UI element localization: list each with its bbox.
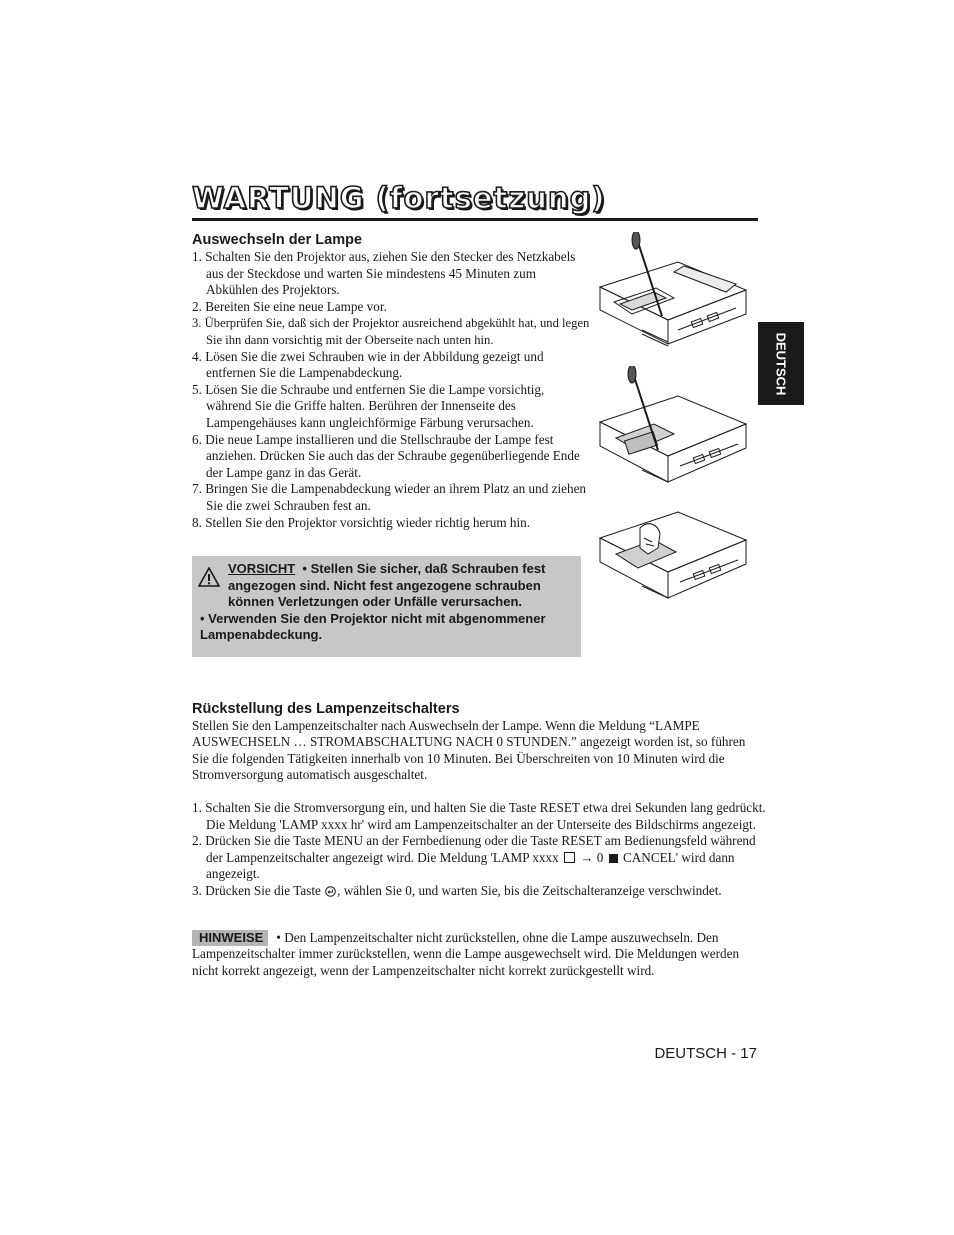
step2-arrow: → 0 (580, 849, 604, 865)
list-item: 3. Überprüfen Sie, daß sich der Projektor ausreichend abgekühlt hat, und legen Sie ihn dann vorsichtig mit der Oberseite nach unten hin. (192, 316, 590, 347)
note-badge: HINWEISE (192, 930, 268, 946)
reset-section-heading: Rückstellung des Lampenzeitschalters (192, 701, 460, 717)
list-item: 8. Stellen Sie den Projektor vorsichtig wieder richtig herum hin. (192, 514, 531, 530)
list-item: 6. Die neue Lampe installieren und die Stellschraube der Lampe fest anziehen. Drücken Sie auch das der Schraube gegenüberliegende Ende der Lampe ganz in das Gerät. (192, 431, 580, 480)
step3-text-a: 3. Drücken Sie die Taste (192, 882, 321, 898)
title-rule (192, 218, 758, 221)
page-title: WARTUNG (fortsetzung) (192, 181, 606, 215)
step2-text-b: CANCEL' wird dann angezeigt. (206, 849, 735, 882)
side-tab (758, 322, 804, 405)
list-item: 7. Bringen Sie die Lampenabdeckung wieder an ihrem Platz an und ziehen Sie die zwei Schrauben fest an. (192, 481, 587, 513)
list-item: 1. Schalten Sie die Stromversorgung ein, und halten Sie die Taste RESET etwa drei Sekunden lang gedrückt. Die Meldung 'LAMP xxxx hr' wird am Lampenzeitschalter an der Unterseite des Bildschirms angezeigt. (192, 800, 766, 832)
list-item: 5. Lösen Sie die Schraube und entfernen Sie die Lampe vorsichtig, während Sie die Griffe halten. Berühren der Innenseite des Lampengehäuses kann ungleichförmige Färbung verursachen. (192, 381, 545, 430)
projector-cover-screws-icon (596, 232, 750, 362)
page-footer: DEUTSCH - 17 (654, 1045, 757, 1062)
caution-box (192, 556, 581, 657)
projector-lamp-screw-icon (596, 366, 750, 500)
caution-label: VORSICHT (228, 561, 296, 576)
step2-text-a: 2. Drücken Sie die Taste MENU an der Fernbedienung oder die Taste RESET am Bedienungsfeld während der Lampenzeitschalter angezeigt wird. Die Meldung 'LAMP xxxx (192, 833, 756, 865)
reset-intro-paragraph: Stellen Sie den Lampenzeitschalter nach Auswechseln der Lampe. Wenn die Meldung “LAMPE AUSWECHSELN … STROMABSCHALTUNG NACH 0 STUNDEN.” angezeigt worden ist, so führen Sie die folgenden Tätigkeiten innerhalb von 10 Minuten. Bei Überschreiten von 10 Minuten wird die Stromversorgung automatisch ausgeschaltet. (192, 718, 746, 783)
list-item: 1. Schalten Sie den Projektor aus, ziehen Sie den Stecker des Netzkabels aus der Steckdose und warten Sie mindestens 45 Minuten zum Abkühlen des Projektors. (192, 249, 576, 298)
caution-line-1: • Stellen Sie sicher, daß Schrauben fest angezogen sind. Nicht fest angezogene schrauben können Verletzungen oder Unfälle verursachen. (228, 561, 546, 609)
note-text: • Den Lampenzeitschalter nicht zurückstellen, ohne die Lampe auszuwechseln. Den Lampenzeitschalter immer zurückstellen, wenn die Lampe ausgewechselt wird. Die Meldungen werden nicht korrekt angezeigt, wenn der Lampenzeitschalter nicht korrekt zurückgestellt wird. (192, 930, 740, 978)
list-item: 4. Lösen Sie die zwei Schrauben wie in der Abbildung gezeigt und entfernen Sie die Lampenabdeckung. (192, 348, 544, 381)
lamp-section-heading: Auswechseln der Lampe (192, 232, 363, 248)
side-tab-label: DEUTSCH (773, 332, 789, 395)
list-item: 2. Bereiten Sie eine neue Lampe vor. (192, 298, 387, 314)
reset-steps-list (192, 800, 772, 900)
projector-lamp-removal-icon (596, 498, 750, 616)
lamp-steps-list (192, 249, 590, 531)
note-block (192, 930, 758, 979)
square-outline-icon (564, 852, 575, 863)
step3-text-b: , wählen Sie 0, und warten Sie, bis die Zeitschalteranzeige verschwindet. (337, 882, 722, 898)
caution-line-2: • Verwenden Sie den Projektor nicht mit abgenommener Lampenabdeckung. (200, 610, 546, 642)
square-filled-icon (609, 854, 618, 863)
enter-button-icon (325, 886, 336, 897)
list-item (192, 883, 772, 900)
list-item (192, 833, 772, 883)
